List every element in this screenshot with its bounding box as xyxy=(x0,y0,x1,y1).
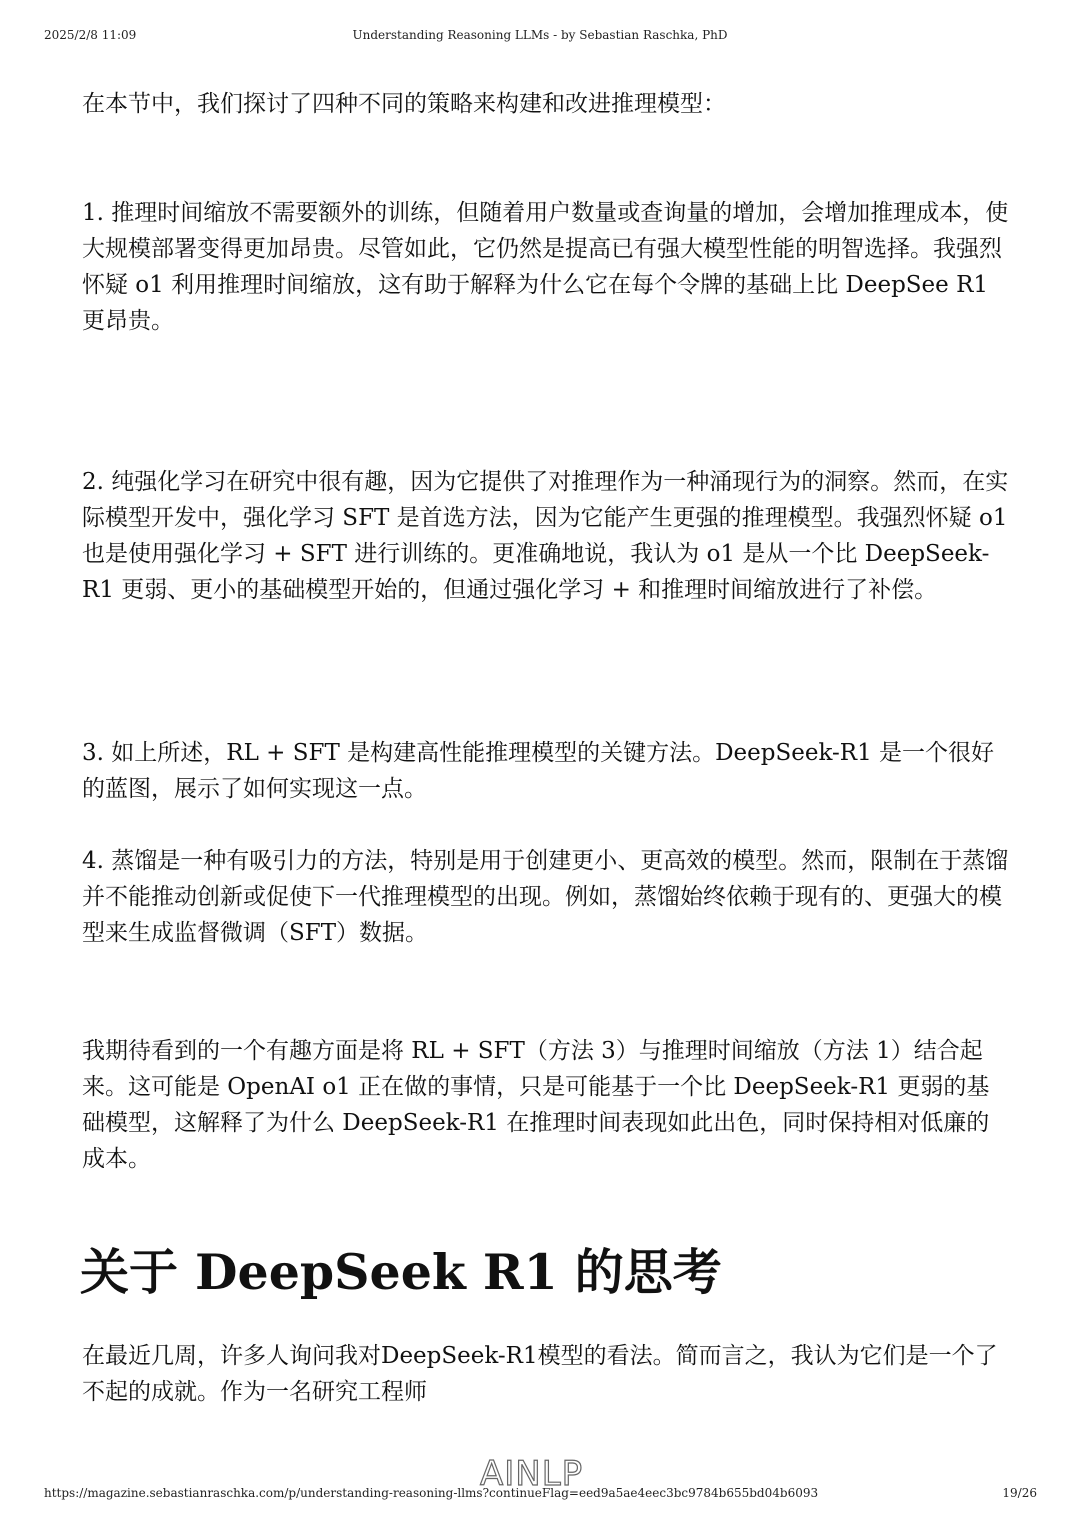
intro-paragraph: 在本节中，我们探讨了四种不同的策略来构建和改进推理模型： xyxy=(82,91,726,117)
section-paragraph: 在最近几周，许多人询问我对DeepSeek-R1模型的看法。简而言之，我认为它们是一个了不起的成就。作为一名研究工程师 xyxy=(82,1343,998,1405)
print-footer-page-number: 19/26 xyxy=(1002,1486,1037,1500)
print-footer-url[interactable]: https://magazine.sebastianraschka.com/p/understanding-reasoning-llms?continueFlag=eed9a5ae4eec3bc9784b655bd04b6093 xyxy=(44,1486,819,1500)
point-2-paragraph: 2. 纯强化学习在研究中很有趣，因为它提供了对推理作为一种涌现行为的洞察。然而，在实际模型开发中，强化学习 SFT 是首选方法，因为它能产生更强的推理模型。我强烈怀疑 o1 也是使用强化学习 + SFT 进行训练的。更准确地说，我认为 o1 是从一个比 DeepSeek-R1 更弱、更小的基础模型开始的，但通过强化学习 + 和推理时间缩放进行了补偿。 xyxy=(82,469,1009,603)
section-heading: 关于 DeepSeek R1 的思考 xyxy=(80,1243,722,1301)
point-4-paragraph: 4. 蒸馏是一种有吸引力的方法，特别是用于创建更小、更高效的模型。然而，限制在于蒸馏并不能推动创新或促使下一代推理模型的出现。例如，蒸馏始终依赖于现有的、更强大的模型来生成监督微调（SFT）数据。 xyxy=(82,848,1009,946)
print-header-date: 2025/2/8 11:09 xyxy=(44,28,137,42)
print-header-title: Understanding Reasoning LLMs - by Sebastian Raschka, PhD xyxy=(352,28,728,42)
closing-paragraph: 我期待看到的一个有趣方面是将 RL + SFT（方法 3）与推理时间缩放（方法 1）结合起来。这可能是 OpenAI o1 正在做的事情，只是可能基于一个比 DeepSeek-R1 更弱的基础模型，这解释了为什么 DeepSeek-R1 在推理时间表现如此出色，同时保持相对低廉的成本。 xyxy=(82,1038,990,1172)
point-3-paragraph: 3. 如上所述，RL + SFT 是构建高性能推理模型的关键方法。DeepSeek-R1 是一个很好的蓝图，展示了如何实现这一点。 xyxy=(82,740,995,802)
point-1-paragraph: 1. 推理时间缩放不需要额外的训练，但随着用户数量或查询量的增加，会增加推理成本，使大规模部署变得更加昂贵。尽管如此，它仍然是提高已有强大模型性能的明智选择。我强烈怀疑 o1 利用推理时间缩放，这有助于解释为什么它在每个令牌的基础上比 DeepSee R1 更昂贵。 xyxy=(82,200,1009,334)
watermark-logo: AINLP xyxy=(480,1454,584,1494)
